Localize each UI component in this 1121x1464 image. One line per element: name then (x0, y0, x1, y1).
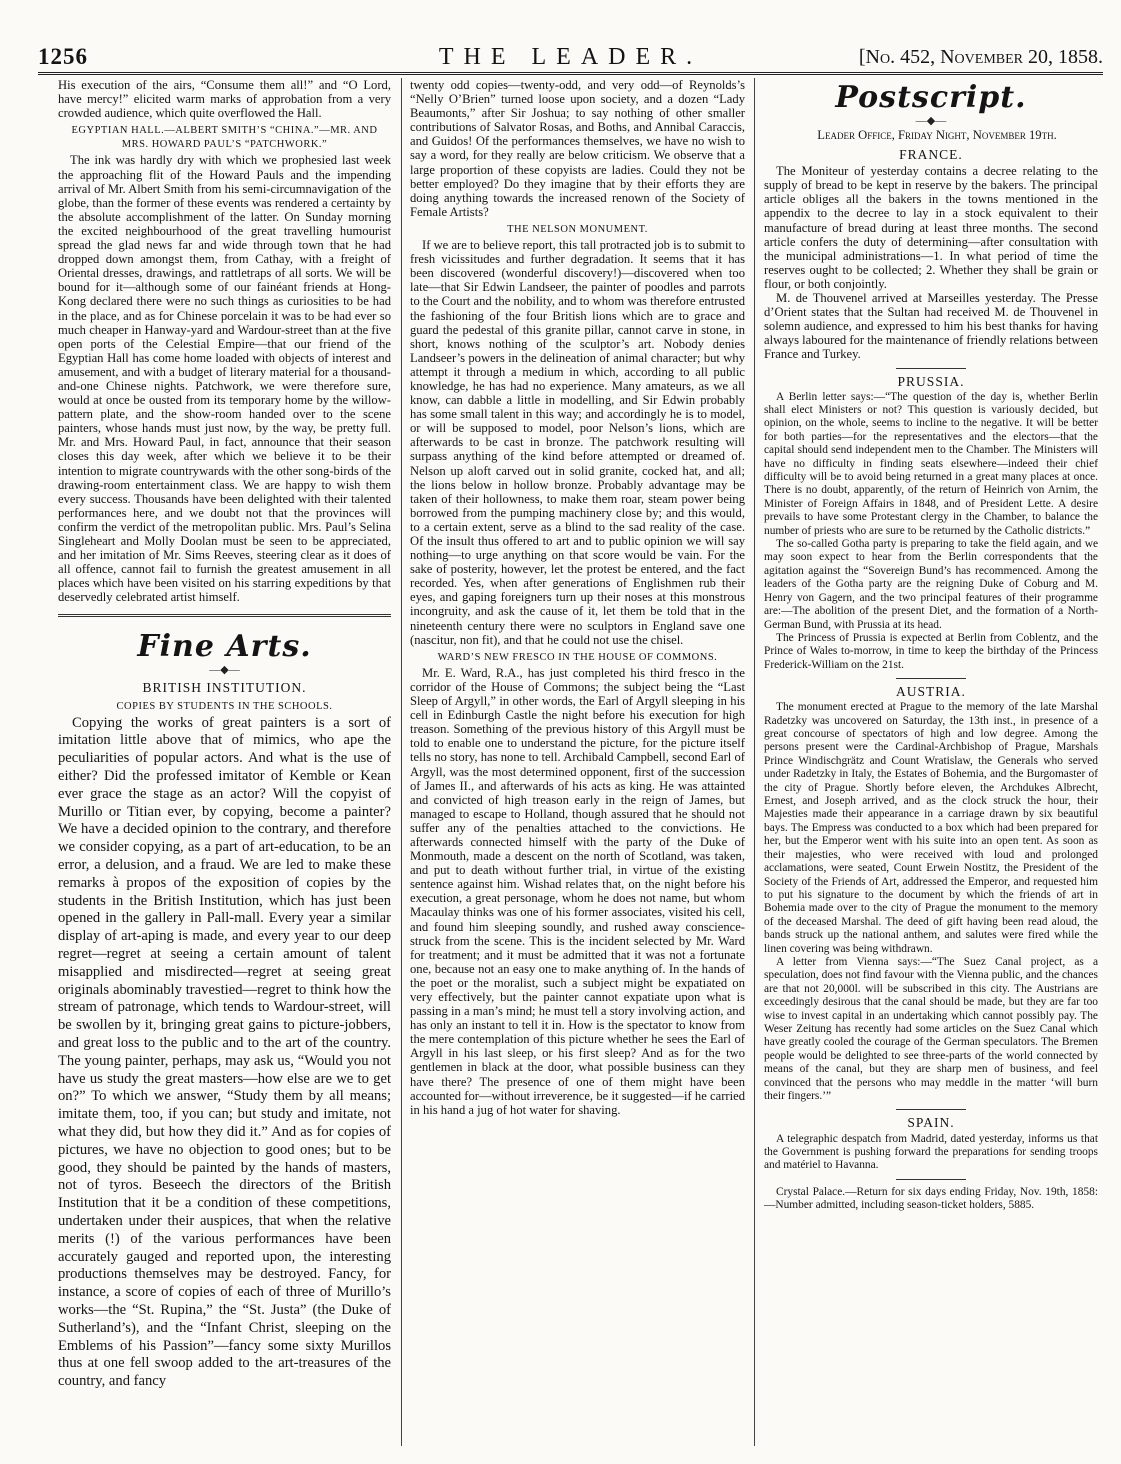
section-rule (58, 614, 391, 617)
dateline: Leader Office, Friday Night, November 19th. (817, 128, 1057, 142)
paragraph: His execution of the airs, “Consume them all!” and “O Lord, have mercy!” elicited warm marks of approbation from a very crowded audience, which quite overflowed the Hall. (58, 78, 391, 121)
article-subheading: THE NELSON MONUMENT. (507, 223, 648, 235)
crystal-palace-body (764, 1186, 1098, 1213)
column-divider (754, 78, 755, 1446)
article-heading: BRITISH INSTITUTION. (142, 680, 307, 696)
column-2 (410, 78, 745, 1450)
paragraph: twenty odd copies—twenty-odd, and very odd—of Reynolds’s “Nelly O’Brien” turned loose upon society, and a dozen “Lady Beaumonts,” after Sir Joshua; to say nothing of other smaller contributions of Salvator Rosas, and Boths, and Annibal Caraccis, and Guidos! Of the performances themselves, we have no wish to say a word, for they really are below criticism. We observe that a large proportion of these copyists are ladies. Could they not be better employed? Do they imagine that by their efforts they are doing anything towards the increased renown of the Society of Female Artists? (410, 78, 745, 219)
paragraph: Copying the works of great painters is a sort of imitation little above that of mimics, who ape the peculiarities of popular actors. And what is the use of either? Did the professed imitator of Kemble or Kean ever grace the stage as an actor? Will the copyist of Murillo or Titian ever, by copying, become a painter? We have a decided opinion to the contrary, and therefore we consider copying, as a part of art-education, to be an error, a delusion, and a fraud. We are led to make these remarks à propos of the exposition of copies by the students in the British Institution, which has just been opened in the gallery in Pall-mall. Every year a similar display of art-aping is made, and every year to our deep regret—regret at seeing a certain amount of talent misapplied and misdirected—regret at seeing great originals abominably travestied—regret to think how the stream of patronage, which tends to Wardour-street, will be swollen by it, bringing great gains to picture-jobbers, and great loss to the public and to the art of the country. The young painter, perhaps, may ask us, “Would you not have us study the great masters—how else are we to get on?” To which we answer, “Study them by all means; imitate them, too, if you can; but study and imitate, not what they did, but how they did it.” And as for copies of pictures, we have no objection to good ones; but to be good, they should be painted by the hands of masters, not of tyros. Beseech the directors of the British Institution that it be a condition of these competitions, undertaken under their auspices, that when the relative merits (!) of the various performances have been accurately gauged and reported upon, the interesting productions themselves may be destroyed. Fancy, for instance, a score of copies of each of three of Murillo’s works—the “St. Rupina,” the “St. Justa” (the Duke of Sutherland’s), and the “Infant Christ, sleeping on the Emblems of his Passion”—fancy some sixty Murillos thus at one fell swoop added to the art-treasures of the country, and fancy (58, 714, 391, 1390)
section-heading-france: FRANCE. (899, 147, 963, 163)
paragraph: The so-called Gotha party is preparing to take the field again, and we may soon expect to hear from the Berlin correspondents that the agitation against the “Sovereign Bund’s has recommenced. Among the leaders of the Gotha party are the reigning Duke of Coburg and M. Henry von Gagern, and the two principal features of their programme are:—The abolition of the present Diet, and the formation of a North-German Bund, with Prussia at its head. (764, 538, 1098, 631)
divider (896, 1109, 966, 1110)
paragraph: The Moniteur of yesterday contains a decree relating to the supply of bread to be kept in reserve by the bakers. The principal article obliges all the bakers in the towns mentioned in the appendix to the decree to lay in a stock equivalent to their manufacture of bread during at least three months. The second article confers the duty of determining—after consultation with the municipal administrations—1. In what period of time the reserves ought to be collected; 2. Whether they shall be grain or flour, or both conjointly. (764, 164, 1098, 291)
austria-body (764, 701, 1098, 1103)
paragraph: If we are to believe report, this tall protracted job is to submit to fresh vicissitudes and further degradation. It seems that it has been discovered (wonderful discovery!)—discovered when too late—that Sir Edwin Landseer, the painter of poodles and parrots to the Court and the nobility, and to whom was therefore entrusted the fashioning of the four British lions which are to grace and guard the pedestal of this granite pillar, cannot carve in stone, in short, knows nothing of the sculptor’s art. Nobody denies Landseer’s powers in the delineation of animal character; but why attempt it through a medium in which, according to all public knowledge, he has had no experience. Many amateurs, as we all know, can dabble a little in modelling, and Sir Edwin probably has some small talent in this way; and accordingly he is to model, or will be supposed to model, poor Nelson’s lions, which are afterwards to be cast in bronze. The patchwork resulting will surpass anything of the kind before attempted or dreamed of. Nelson up aloft carved out in solid granite, cocked hat, and all; the lions below in hollow bronze. Probably advantage may be taken of their hollowness, to make them roar, steam power being borrowed from the pumping machinery close by; and this would, to a certain extent, serve as a blind to the sad reality of the case. Of the insult thus offered to art and to public opinion we will say nothing—to urge anything on that score would be vain. For the sake of posterity, however, let the protest be entered, and the fact recorded. Yes, when after generations of Englishmen rub their eyes, and gaping foreigners turn up their noses at this monstrous incongruity, and ask the cause of it, let them be told that in the nineteenth century there were no sculptors in England save one (nascitur, non fit), and that he could not use the chisel. (410, 238, 745, 647)
page-number: 1256 (38, 44, 88, 69)
section-heading-austria: AUSTRIA. (896, 684, 966, 700)
article-body (58, 715, 391, 1391)
section-heading-prussia: PRUSSIA. (897, 373, 965, 389)
paragraph: A Berlin letter says:—“The question of the day is, whether Berlin shall elect Ministers or not? This question is variously decided, but opinion, on the whole, seems to incline to the negative. It will be better for both parties—for the representatives and the electors—that the capital should send independent men to the Chamber. The Ministers will have no difficulty in finding seats elsewhere—indeed their chief difficulty will be to avoid being returned in a great many places at once. There is no doubt, apparently, of the return of Heinrich von Arnim, the Minister of Foreign Affairs in 1848, and of President Lette. A desire prevails to have some Protestant clergy in the Chamber, to balance the number of priests who are sure to be returned by the Catholic districts.” (764, 390, 1098, 537)
column-1 (58, 78, 391, 1450)
paragraph: The ink was hardly dry with which we prophesied last week the approaching flit of the Howard Pauls and the impending arrival of Mr. Albert Smith from his semi-circumnavigation of the globe, than the former of these events was rendered a certainty by the absolute accomplishment of the latter. On Sunday morning the excited neighbourhood of the great travelling humourist spread the glad news far and wide through town that he had dropped down amongst them, from Cathay, with a freight of Oriental dresses, drawings, and rattletraps of all sorts. We will be bound for it—although some of our fainéant friends at Hong-Kong declared there were no such things as curiosities to be had in the place, and as for Chinese porcelain it was to be had ever so much cheaper in Hanway-yard and Wardour-street than at the five open ports of the Celestial Empire—that our friend of the Egyptian Hall has come home loaded with objects of interest and amusement, and with a budget of literary material for a thousand-and-one Chinese nights. Patchwork, we were therefore sure, would at once be ousted from its temporary home by the willow-pattern plate, and the show-room handed over to the scene painters, whose hands must just now, by the way, be pretty full. Mr. and Mrs. Howard Paul, in fact, announce that their season closes this day week, after which we believe it to be their intention to migrate countrywards with the other song-birds of the drawing-room entertainment class. We are happy to wish them every success. Thousands have been delighted with their talented performances here, and we doubt not that the provinces will confirm the verdict of the metropolitan public. Mrs. Paul’s Selina Singleheart and Molly Doolan must be seen to be appreciated, and her imitation of Mr. Sims Reeves, steering clear as it does of all offence, cannot fail to furnish the greatest amusement in all places which have been visited on his starring expeditions by that deservedly celebrated artist himself. (58, 153, 391, 605)
paragraph: M. de Thouvenel arrived at Marseilles yesterday. The Presse d’Orient states that the Sultan had received M. de Thouvenel in solemn audience, and expressed to him his best thanks for having always laboured for the maintenance of friendly relations between France and Turkey. (764, 291, 1098, 362)
prussia-body (764, 391, 1098, 673)
paragraph: The monument erected at Prague to the memory of the late Marshal Radetzky was uncovered on Saturday, the 13th inst., in presence of a great concourse of spectators of high and low degree. Among the persons present were the Cardinal-Archbishop of Prague, Marshals Prince Windischgrätz and Count Wratislaw, the Generals who served under Radetzky in Italy, the Estates of Bohemia, and the Burgomaster of the city of Prague. Shortly before eleven, the Archdukes Albrecht, Ernest, and Joseph arrived, and as the clock struck the hour, their Majesties made their appearance in a carriage drawn by six beautiful bays. The Empress was conducted to a box which had been prepared for her, but the Emperor went with his suite into an open tent. As soon as their majesties, who were received with loud and prolonged acclamations, were seated, Count Erwein Nostitz, the President of the Society of the Friends of Art, addressed the Emperor, and requested him to put his signature to the document by which the friends of art in Bohemia made over to the city of Prague the monument to the memory of the deceased Marshal. The deed of gift having been read aloud, the bands struck up the national anthem, and salutes were fired while the linen covering was being withdrawn. (764, 701, 1098, 955)
section-heading-spain: SPAIN. (907, 1115, 955, 1131)
paragraph: A telegraphic despatch from Madrid, dated yesterday, informs us that the Government is pushing forward the preparations for sending troops and matériel to Havanna. (764, 1132, 1098, 1172)
divider (896, 1179, 966, 1180)
column-divider (401, 78, 402, 1446)
newspaper-title: THE LEADER. (438, 44, 703, 70)
divider (896, 678, 966, 679)
paragraph: The Princess of Prussia is expected at Berlin from Coblentz, and the Prince of Wales to-morrow, in time to keep the birthday of the Princess Frederick-William on the 21st. (764, 631, 1098, 671)
paragraph: Mr. E. Ward, R.A., has just completed his third fresco in the corridor of the House of Commons; the subject being the “Last Sleep of Argyll,” in other words, the Earl of Argyll sleeping in his cell in Edinburgh Castle the night before his execution for high treason. Something of the previous history of this Argyll must be told to enable one to understand the picture, for the picture itself tells no story, has none to tell. Archibald Campbell, second Earl of Argyll, was the most determined opponent, first of the succession of James II., and afterwards of his acts as king. He was attainted and convicted of high treason early in the reign of James, but managed to escape to Holland, though assured that he should not suffer any of the penalties attached to the convictions. He afterwards connected himself with the party of the Duke of Monmouth, made a descent on the north of Scotland, was taken, and put to death without further trial, in virtue of the existing sentence against him. Wishad relates that, on the night before his execution, a great personage, whom he does not name, but whom Macaulay thinks was one of his former associates, visited his cell, and found him sleeping soundly, and rushed away conscience-struck from the scene. This is the incident selected by Mr. Ward for treatment; and it must be admitted that it was not a fortunate one, because not an easy one to make anything of. In the hands of the poet or the moralist, such a subject might be expatiated on very effectively, but the painter cannot expatiate upon what is passing in a man’s mind; he must tell a story involving action, and has only an instant to tell it in. How is the spectator to know from the mere contemplation of this picture whether he sees the Earl of Argyll in his last sleep, or his first sleep? And as for the two gentlemen in black at the door, what possible business can they have there? The presence of one of them might have been accounted for—without irreverence, be it suggested—if he carried in his hand a jug of hot water for shaving. (410, 665, 745, 1117)
ornament-divider: —◆— (209, 664, 240, 677)
article-subheading: EGYPTIAN HALL.—ALBERT SMITH’S “CHINA.”—MR. AND MRS. HOWARD PAUL’S “PATCHWORK.” (71, 125, 378, 151)
masthead-rule (38, 72, 1103, 75)
postscript-title: Postscript. (835, 80, 1027, 115)
spain-body (764, 1133, 1098, 1173)
section-title: Fine Arts. (137, 629, 312, 665)
ornament-divider: —◆— (915, 115, 947, 127)
paragraph: Crystal Palace.—Return for six days ending Friday, Nov. 19th, 1858:—Number admitted, including season-ticket holders, 5885. (764, 1185, 1098, 1212)
column-3 (764, 78, 1098, 1450)
issue-date: [No. 452, November 20, 1858. (858, 46, 1103, 68)
article-subheading: COPIES BY STUDENTS IN THE SCHOOLS. (116, 700, 333, 712)
article-subheading: WARD’S NEW FRESCO IN THE HOUSE OF COMMONS. (437, 651, 718, 663)
paragraph: A letter from Vienna says:—“The Suez Canal project, as a speculation, does not find favour with the Vienna public, and the chances are that not 20,000l. will be subscribed in this city. The Austrians are exceedingly desirous that the canal should be made, but they are far too wise to invest capital in an undertaking which cannot possibly pay. The Weser Zeitung has recently had some articles on the Suez Canal which have greatly cooled the courage of the German speculators. The Bremen people would be delighted to see three-parts of the world connected by means of the canal, but they are sharp men of business, and feel convinced that the persons who may meddle in the matter ‘will burn their fingers.’” (764, 955, 1098, 1102)
masthead (38, 44, 1103, 72)
divider (896, 368, 966, 369)
